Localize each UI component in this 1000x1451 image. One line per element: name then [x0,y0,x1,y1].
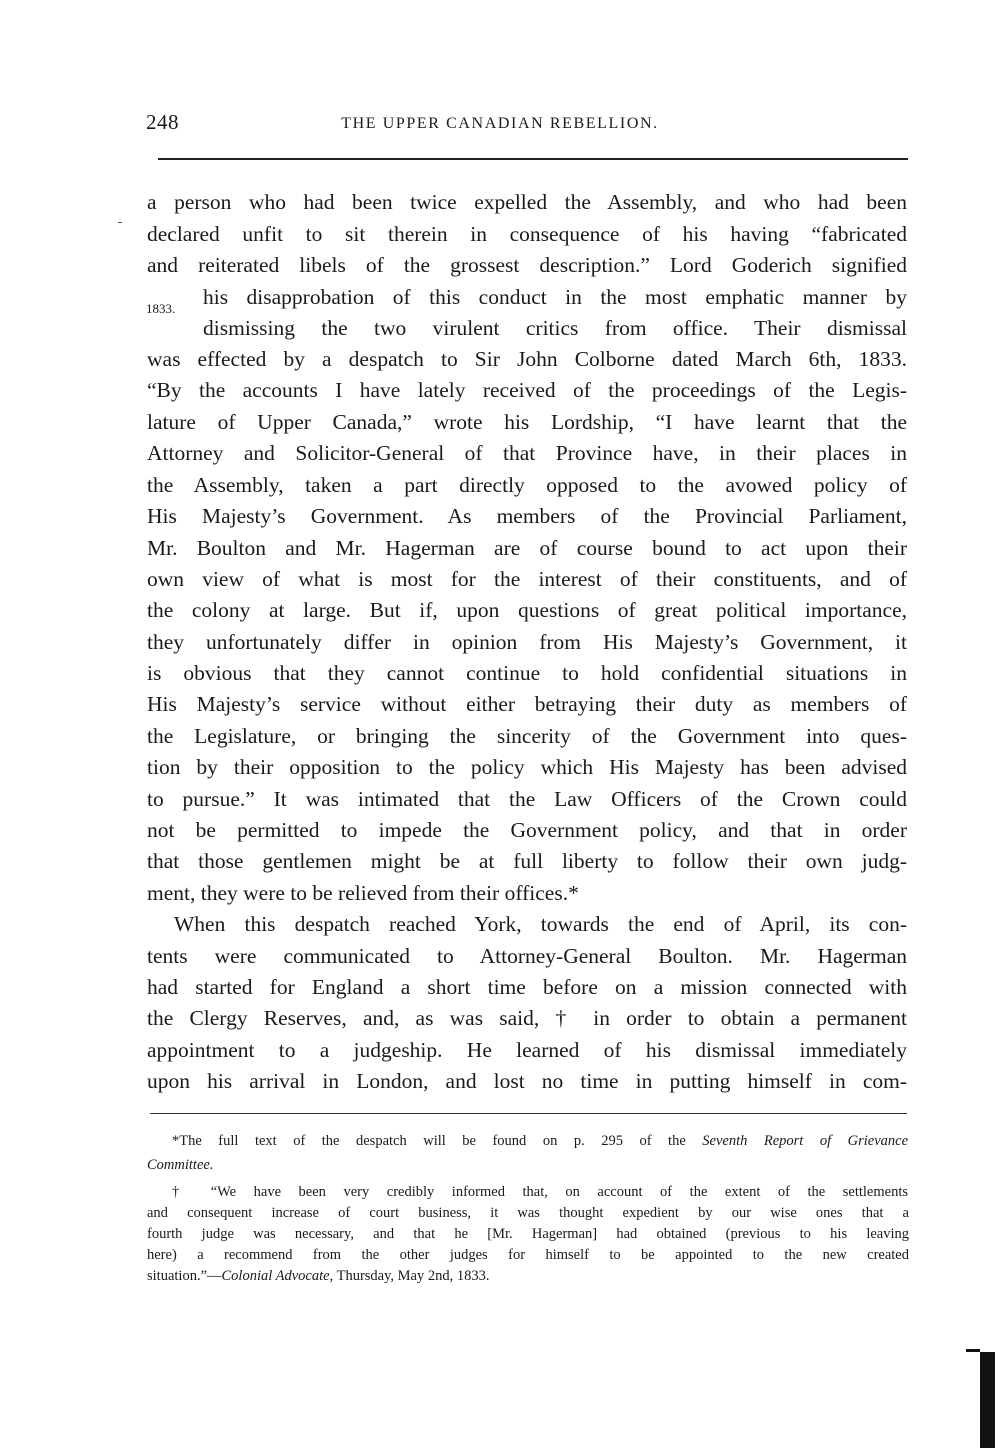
body-line: upon his arrival in London, and lost no time in putting himself in com- [147,1069,907,1093]
body-line: lature of Upper Canada,” wrote his Lordship, “I have learnt that the [147,410,907,434]
footnote-1-committee: Committee. [147,1157,214,1173]
body-line: His Majesty’s service without either betraying their duty as members of [147,692,907,716]
body-line: and reiterated libels of the grossest description.” Lord Goderich signified [147,253,907,277]
body-line: His Majesty’s Government. As members of the Provincial Parliament, [147,504,907,528]
body-line: to pursue.” It was intimated that the Law Officers of the Crown could [147,787,907,811]
body-line: the Legislature, or bringing the sincerity of the Government into ques- [147,724,907,748]
footnote-2-line: and consequent increase of court business, it was thought expedient by our wise ones that a [147,1205,909,1221]
body-line: was effected by a despatch to Sir John Colborne dated March 6th, 1833. [147,347,907,371]
margin-note-year: 1833. [146,301,176,316]
footnote-rule [150,1113,907,1114]
footnote-2-line [147,1266,909,1286]
footnote-1-line [147,1155,909,1175]
footnote-1-italic: Seventh Report of Grievance [702,1133,909,1149]
body-line: the Assembly, taken a part directly opposed to the avowed policy of [147,473,907,497]
margin-mark [118,222,122,223]
page-number: 248 [146,110,179,134]
body-line: appointment to a judgeship. He learned of his dismissal immediately [147,1038,907,1062]
body-line: a person who had been twice expelled the Assembly, and who had been [147,190,907,214]
body-line: had started for England a short time before on a mission connected with [147,975,907,999]
body-line: tion by their opposition to the policy which His Majesty has been advised [147,755,907,779]
footnote-2-text: situation.”— [147,1268,222,1284]
body-line: Attorney and Solicitor-General of that Province have, in their places in [147,441,907,465]
body-line: dismissing the two virulent critics from office. Their dismissal [203,316,907,340]
header-rule [158,158,908,160]
running-head: THE UPPER CANADIAN REBELLION. [341,115,659,132]
body-line: not be permitted to impede the Government policy, and that in order [147,818,907,842]
body-line: own view of what is most for the interest of their constituents, and of [147,567,907,591]
body-line: When this despatch reached York, towards the end of April, its con- [174,912,907,936]
body-line: Mr. Boulton and Mr. Hagerman are of course bound to act upon their [147,536,907,560]
body-line: the colony at large. But if, upon questions of great political importance, [147,598,907,622]
body-line: ment, they were to be relieved from their offices.* [147,881,579,905]
footnote-2-date: Thursday, May 2nd, 1833. [333,1268,490,1284]
body-line: “By the accounts I have lately received of the proceedings of the Legis- [147,378,907,402]
footnote-2-line: † “We have been very credibly informed that, on account of the extent of the settlements [172,1184,908,1200]
footnote-1-line [172,1131,908,1151]
scan-edge-tick [966,1349,980,1352]
body-line: is obvious that they cannot continue to hold confidential situations in [147,661,907,685]
body-line: tents were communicated to Attorney-General Boulton. Mr. Hagerman [147,944,907,968]
body-line: that those gentlemen might be at full liberty to follow their own judg- [147,849,907,873]
footnote-2-source: Colonial Advocate, [221,1268,334,1284]
footnote-2-line: here) a recommend from the other judges for himself to be appointed to the new created [147,1247,909,1263]
body-line: his disapprobation of this conduct in the most emphatic manner by [203,285,907,309]
body-line: the Clergy Reserves, and, as was said, † in order to obtain a permanent [147,1006,907,1030]
body-line: they unfortunately differ in opinion from His Majesty’s Government, it [147,630,907,654]
scan-edge-bar [980,1352,995,1448]
body-line: declared unfit to sit therein in consequence of his having “fabricated [147,222,907,246]
footnote-1-text: *The full text of the despatch will be found on p. 295 of the [172,1133,686,1149]
footnote-2-line: fourth judge was necessary, and that he [Mr. Hagerman] had obtained (previous to his leaving [147,1226,909,1242]
